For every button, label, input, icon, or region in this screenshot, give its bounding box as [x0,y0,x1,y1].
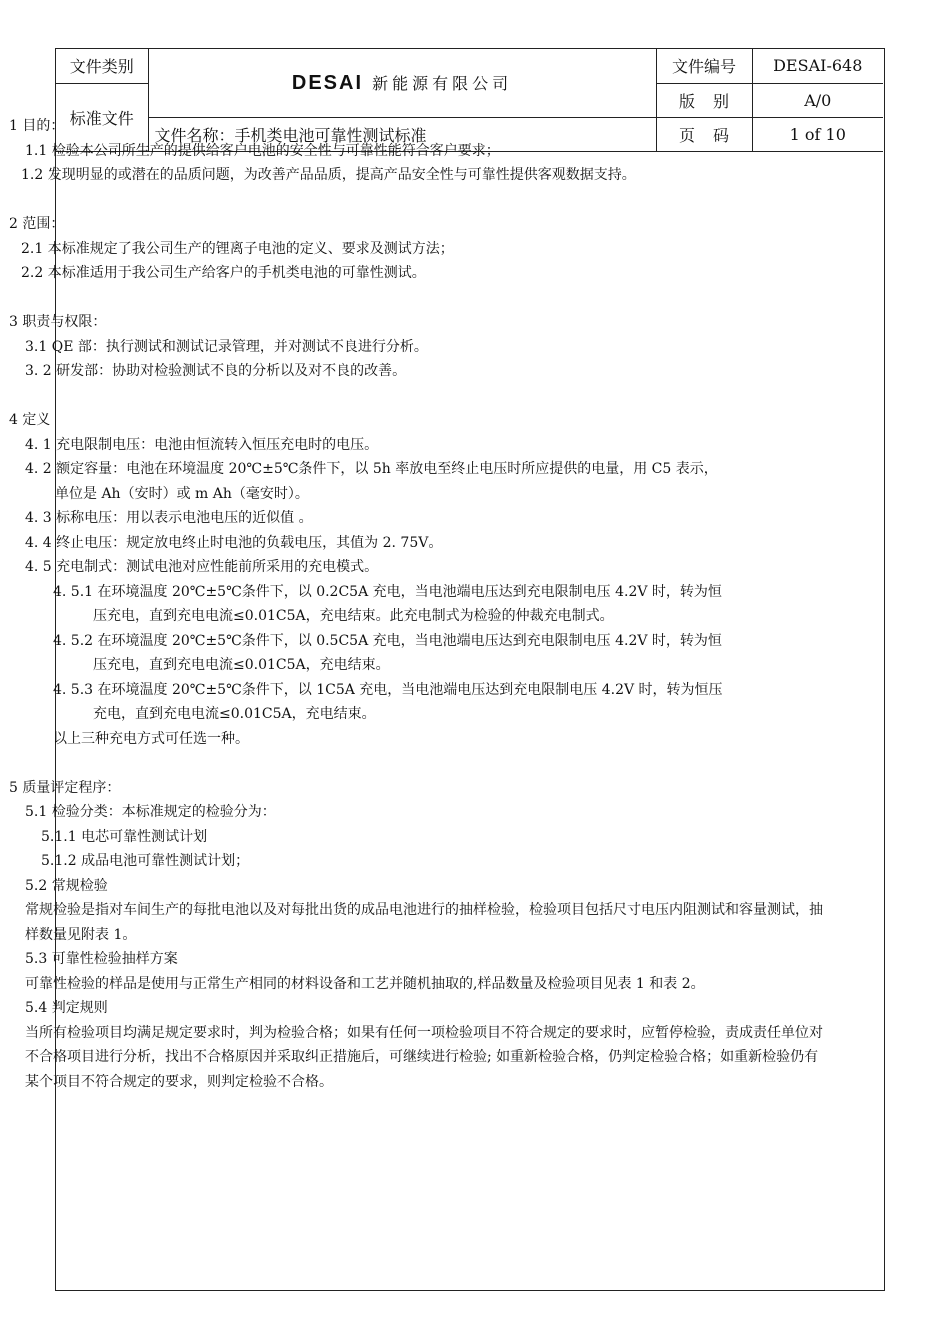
page-label: 页码 [656,117,752,151]
item-4-5-3-line2: 充电，直到充电电流≤0.01C5A，充电结束。 [93,706,376,722]
item-3-1: 3.1 QE 部：执行测试和测试记录管理，并对测试不良进行分析。 [25,338,428,355]
item-4-5-1-line1: 4. 5.1 在环境温度 20℃±5℃条件下，以 0.2C5A 充电，当电池端电压达到充电限制电压 4.2V 时，转为恒 [53,583,722,600]
item-2-2: 2.2 本标准适用于我公司生产给客户的手机类电池的可靠性测试。 [21,265,426,281]
doc-type-label: 文件类别 [56,49,148,83]
item-1-1: 1.1 检验本公司所生产的提供给客户电池的安全性与可靠性能符合客户要求； [25,142,500,159]
item-4-1: 4. 1 充电限制电压：电池由恒流转入恒压充电时的电压。 [25,436,379,453]
item-4-5-2-line1: 4. 5.2 在环境温度 20℃±5℃条件下，以 0.5C5A 充电，当电池端电压达到充电限制电压 4.2V 时，转为恒 [53,632,722,649]
item-5-1: 5.1 检验分类：本标准规定的检验分为： [25,804,276,820]
item-5-4: 5.4 判定规则 [25,1000,108,1016]
item-5-1-1: 5.1.1 电芯可靠性测试计划 [41,828,208,845]
item-3-2: 3. 2 研发部：协助对检验测试不良的分析以及对不良的改善。 [25,363,407,379]
doc-type-value: 标准文件 [56,83,148,151]
section-3-title: 3 职责与权限： [9,314,107,330]
file-name: 文件名称：手机类电池可靠性测试标准 [148,117,656,151]
item-2-1: 2.1 本标准规定了我公司生产的锂离子电池的定义、要求及测试方法； [21,240,454,257]
item-5-2: 5.2 常规检验 [25,877,108,894]
section-4-title: 4 定义 [9,412,51,428]
item-4-2-line1: 4. 2 额定容量：电池在环境温度 20℃±5℃条件下，以 5h 率放电至终止电压时所应提供的电量，用 C5 表示， [25,461,718,477]
item-4-3: 4. 3 标称电压：用以表示电池电压的近似值 。 [25,510,313,526]
item-4-4: 4. 4 终止电压：规定放电终止时电池的负载电压，其值为 2. 75V。 [25,534,443,551]
item-4-5-1-line2: 压充电，直到充电电流≤0.01C5A，充电结束。此充电制式为检验的仲裁充电制式。 [93,608,614,624]
section-5-title: 5 质量评定程序： [9,779,121,796]
item-4-5-3-line1: 4. 5.3 在环境温度 20℃±5℃条件下，以 1C5A 充电，当电池端电压达到充电限制电压 4.2V 时，转为恒压 [53,681,723,698]
item-1-2: 1.2 发现明显的或潜在的品质问题，为改善产品品质，提高产品安全性与可靠性提供客观数据支持。 [21,167,636,183]
item-5-1-2: 5.1.2 成品电池可靠性测试计划； [41,853,250,869]
version-label: 版别 [656,83,752,117]
section-2-title: 2 范围： [9,216,65,232]
company-cn: 新能源有限公司 [372,73,513,93]
company-latin: DESAI [291,71,363,94]
version-value: A/0 [752,83,883,117]
item-5-3-text: 可靠性检验的样品是使用与正常生产相同的材料设备和工艺并随机抽取的,样品数量及检验项目见表 1 和表 2。 [25,975,705,992]
item-5-3: 5.3 可靠性检验抽样方案 [25,951,178,967]
doc-no-value: DESAI-648 [752,49,883,83]
doc-no-label: 文件编号 [656,49,752,83]
section-1-title: 1 目的： [9,118,65,134]
item-5-2-text: 常规检验是指对车间生产的每批电池以及对每批出货的成品电池进行的抽样检验，检验项目包括尺寸电压内阻测试和容量测试，抽样数量见附表 1。 [25,902,823,943]
company-name [148,49,656,117]
item-4-5-note: 以上三种充电方式可任选一种。 [53,730,249,747]
item-5-4-text: 当所有检验项目均满足规定要求时，判为检验合格；如果有任何一项检验项目不符合规定的要求时，应暂停检验，责成责任单位对不合格项目进行分析，找出不合格原因并采取纠正措施后，可继续进行检验; 如重新检验合格，仍判定检验合格；如重新检验仍有某个项目不符合规定的要求，则判定检验不合格。 [25,1024,823,1090]
item-4-5: 4. 5 充电制式：测试电池对应性能前所采用的充电模式。 [25,559,379,575]
page-value: 1 of 10 [752,117,883,151]
item-4-5-2-line2: 压充电，直到充电电流≤0.01C5A，充电结束。 [93,657,390,673]
item-4-2-line2: 单位是 Ah（安时）或 m Ah（毫安时）。 [55,485,309,502]
document-body [9,114,824,1094]
